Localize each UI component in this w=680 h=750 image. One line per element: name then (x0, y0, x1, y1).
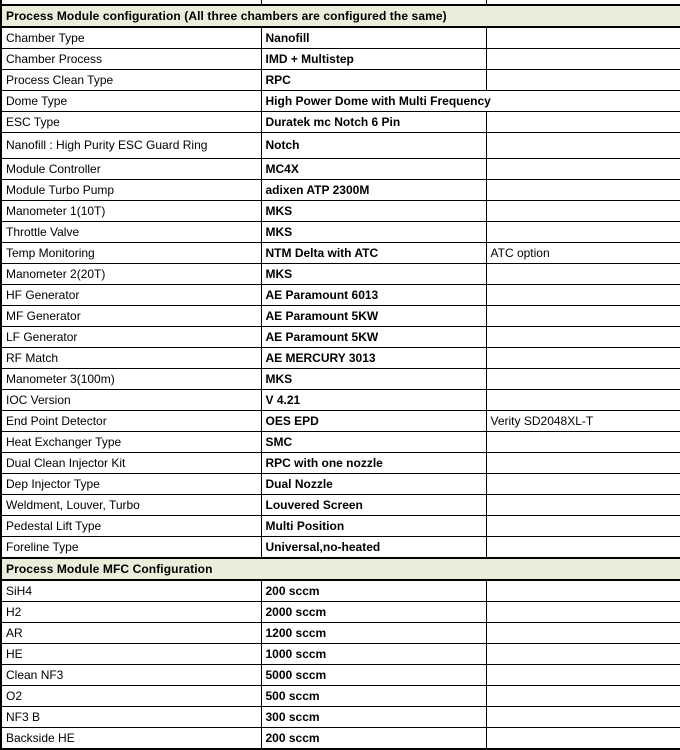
row-value: OES EPD (261, 411, 486, 432)
table-row (1, 243, 680, 264)
row-value: MKS (261, 264, 486, 285)
row-note (486, 602, 680, 623)
row-label: Foreline Type (1, 537, 261, 559)
row-note (486, 285, 680, 306)
row-value: 200 sccm (261, 580, 486, 602)
row-value: AE Paramount 5KW (261, 306, 486, 327)
row-value: NTM Delta with ATC (261, 243, 486, 264)
table-row (1, 27, 680, 49)
row-label: Module Controller (1, 159, 261, 180)
row-note (486, 27, 680, 49)
row-label: LF Generator (1, 327, 261, 348)
table-row (1, 580, 680, 602)
row-value: 2000 sccm (261, 602, 486, 623)
row-value: adixen ATP 2300M (261, 180, 486, 201)
row-note (486, 133, 680, 159)
table-row (1, 728, 680, 750)
row-label: O2 (1, 686, 261, 707)
row-note (486, 264, 680, 285)
row-note (486, 348, 680, 369)
section-header: Process Module configuration (All three chambers are configured the same) (1, 5, 680, 27)
row-note (486, 327, 680, 348)
row-value: 5000 sccm (261, 665, 486, 686)
table-row (1, 537, 680, 559)
row-note (486, 180, 680, 201)
row-label: IOC Version (1, 390, 261, 411)
row-note (486, 222, 680, 243)
table-row (1, 133, 680, 159)
row-value: 500 sccm (261, 686, 486, 707)
row-label: Pedestal Lift Type (1, 516, 261, 537)
row-label: Weldment, Louver, Turbo (1, 495, 261, 516)
row-value: RPC with one nozzle (261, 453, 486, 474)
row-value: V 4.21 (261, 390, 486, 411)
row-value: Multi Position (261, 516, 486, 537)
row-label: H2 (1, 602, 261, 623)
row-note (486, 580, 680, 602)
row-note (486, 306, 680, 327)
table-row (1, 91, 680, 112)
row-label: HF Generator (1, 285, 261, 306)
row-label: AR (1, 623, 261, 644)
row-label: Chamber Type (1, 27, 261, 49)
row-value: AE Paramount 5KW (261, 327, 486, 348)
table-row (1, 707, 680, 728)
row-note (486, 112, 680, 133)
table-row (1, 348, 680, 369)
row-value: SMC (261, 432, 486, 453)
row-value: 1000 sccm (261, 644, 486, 665)
row-value: Universal,no-heated (261, 537, 486, 559)
row-value: AE MERCURY 3013 (261, 348, 486, 369)
row-value: IMD + Multistep (261, 49, 486, 70)
row-value: MC4X (261, 159, 486, 180)
table-row (1, 602, 680, 623)
table-row (1, 285, 680, 306)
row-note (486, 495, 680, 516)
row-value: Duratek mc Notch 6 Pin (261, 112, 486, 133)
row-note (486, 707, 680, 728)
table-row (1, 644, 680, 665)
table-row (1, 70, 680, 91)
row-label: Manometer 2(20T) (1, 264, 261, 285)
row-label: Dual Clean Injector Kit (1, 453, 261, 474)
row-note (486, 686, 680, 707)
row-note (486, 369, 680, 390)
table-row (1, 516, 680, 537)
row-note (486, 453, 680, 474)
row-label: Manometer 3(100m) (1, 369, 261, 390)
row-value: 1200 sccm (261, 623, 486, 644)
row-value: RPC (261, 70, 486, 91)
row-value: 300 sccm (261, 707, 486, 728)
row-note (486, 49, 680, 70)
row-value: AE Paramount 6013 (261, 285, 486, 306)
row-label: HE (1, 644, 261, 665)
row-note (486, 201, 680, 222)
table-row (1, 686, 680, 707)
row-label: NF3 B (1, 707, 261, 728)
row-value: Notch (261, 133, 486, 159)
row-note (486, 537, 680, 559)
row-note (486, 516, 680, 537)
row-value: Louvered Screen (261, 495, 486, 516)
row-note: ATC option (486, 243, 680, 264)
table-row (1, 623, 680, 644)
row-note: Verity SD2048XL-T (486, 411, 680, 432)
row-label: SiH4 (1, 580, 261, 602)
row-note (486, 623, 680, 644)
row-value: High Power Dome with Multi Frequency (261, 91, 680, 112)
table-row (1, 112, 680, 133)
row-label: Module Turbo Pump (1, 180, 261, 201)
table-row (1, 264, 680, 285)
row-label: Manometer 1(10T) (1, 201, 261, 222)
row-label: Clean NF3 (1, 665, 261, 686)
row-note (486, 665, 680, 686)
table-row (1, 159, 680, 180)
table-row (1, 390, 680, 411)
table-row (1, 453, 680, 474)
row-value: Nanofill (261, 27, 486, 49)
row-label: RF Match (1, 348, 261, 369)
table-row (1, 411, 680, 432)
table-row (1, 665, 680, 686)
table-row (1, 495, 680, 516)
row-label: MF Generator (1, 306, 261, 327)
row-label: Heat Exchanger Type (1, 432, 261, 453)
table-row (1, 49, 680, 70)
table-row (1, 327, 680, 348)
row-value: 200 sccm (261, 728, 486, 750)
row-note (486, 474, 680, 495)
row-label: Throttle Valve (1, 222, 261, 243)
row-note (486, 390, 680, 411)
table-row (1, 180, 680, 201)
row-note (486, 432, 680, 453)
row-label: ESC Type (1, 112, 261, 133)
section-header-row (1, 558, 680, 580)
row-label: Backside HE (1, 728, 261, 750)
row-value: MKS (261, 369, 486, 390)
row-label: Chamber Process (1, 49, 261, 70)
section-header: Process Module MFC Configuration (1, 558, 680, 580)
row-note (486, 159, 680, 180)
table-row (1, 474, 680, 495)
row-note (486, 70, 680, 91)
table-row (1, 306, 680, 327)
row-label: End Point Detector (1, 411, 261, 432)
row-note (486, 644, 680, 665)
section-header-row (1, 5, 680, 27)
row-label: Temp Monitoring (1, 243, 261, 264)
row-value: MKS (261, 201, 486, 222)
row-label: Dome Type (1, 91, 261, 112)
row-label: Process Clean Type (1, 70, 261, 91)
row-note (486, 728, 680, 750)
row-value: MKS (261, 222, 486, 243)
table-row (1, 222, 680, 243)
table-row (1, 369, 680, 390)
row-label: Nanofill : High Purity ESC Guard Ring (1, 133, 261, 159)
row-value: Dual Nozzle (261, 474, 486, 495)
table-row (1, 201, 680, 222)
table-row (1, 432, 680, 453)
row-label: Dep Injector Type (1, 474, 261, 495)
